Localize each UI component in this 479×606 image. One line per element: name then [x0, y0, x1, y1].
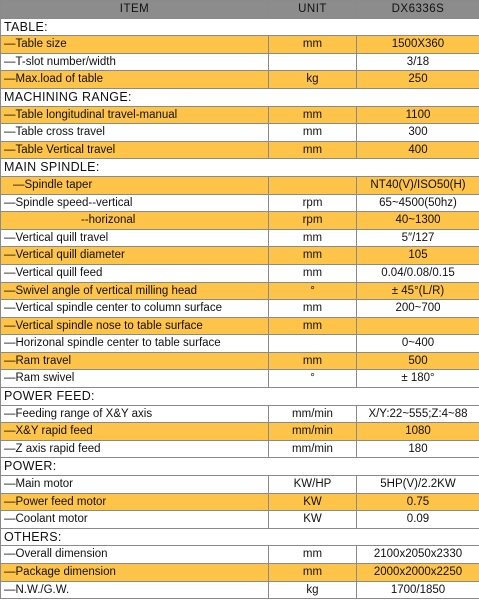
spec-unit: KW/HP	[269, 476, 357, 494]
table-row	[1, 335, 479, 353]
table-row	[1, 282, 479, 300]
spec-unit: mm	[269, 264, 357, 282]
table-row	[1, 440, 479, 458]
spec-item: —Overall dimension	[1, 546, 269, 564]
table-row	[1, 493, 479, 511]
spec-unit: kg	[269, 71, 357, 89]
spec-item: --horizonal	[1, 212, 269, 230]
spec-item: —N.W./G.W.	[1, 581, 269, 599]
spec-value: 2100x2050x2330	[357, 546, 479, 564]
spec-item: —Ram travel	[1, 352, 269, 370]
spec-unit: rpm	[269, 212, 357, 230]
spec-value: 5″/127	[357, 229, 479, 247]
spec-value: ± 45°(L/R)	[357, 282, 479, 300]
spec-item: —Table longitudinal travel-manual	[1, 106, 269, 124]
spec-item: —Vertical quill diameter	[1, 247, 269, 265]
header-item: ITEM	[1, 1, 269, 19]
spec-value: 500	[357, 352, 479, 370]
section-title: TABLE:	[1, 18, 479, 36]
spec-item: —Table cross travel	[1, 124, 269, 142]
spec-unit: mm/min	[269, 440, 357, 458]
spec-value: 1100	[357, 106, 479, 124]
spec-value	[357, 317, 479, 335]
spec-item: —Table Vertical travel	[1, 141, 269, 159]
spec-unit: mm	[269, 352, 357, 370]
spec-unit: mm/min	[269, 423, 357, 441]
spec-value: 0.04/0.08/0.15	[357, 264, 479, 282]
spec-unit: mm	[269, 546, 357, 564]
table-row	[1, 370, 479, 388]
section-row	[1, 528, 479, 546]
spec-item: —Horizonal spindle center to table surface	[1, 335, 269, 353]
spec-unit: KW	[269, 493, 357, 511]
section-title: POWER FEED:	[1, 388, 479, 406]
table-row	[1, 264, 479, 282]
spec-item: —Table size	[1, 36, 269, 54]
spec-item: —Coolant motor	[1, 511, 269, 529]
spec-unit: °	[269, 370, 357, 388]
spec-value: 180	[357, 440, 479, 458]
spec-unit: mm	[269, 124, 357, 142]
spec-value: 0.09	[357, 511, 479, 529]
table-row	[1, 36, 479, 54]
table-row	[1, 405, 479, 423]
spec-item: —Ram swivel	[1, 370, 269, 388]
spec-item: —Main motor	[1, 476, 269, 494]
spec-item: —Z axis rapid feed	[1, 440, 269, 458]
table-row	[1, 247, 479, 265]
table-row	[1, 212, 479, 230]
spec-item: —Spindle taper	[1, 176, 269, 194]
spec-item: —Spindle speed--vertical	[1, 194, 269, 212]
spec-unit: kg	[269, 581, 357, 599]
table-body	[1, 18, 479, 599]
table-row	[1, 194, 479, 212]
spec-value: 250	[357, 71, 479, 89]
spec-item: —Vertical quill travel	[1, 229, 269, 247]
spec-unit: mm/min	[269, 405, 357, 423]
table-row	[1, 53, 479, 71]
table-row	[1, 511, 479, 529]
spec-value: 1500X360	[357, 36, 479, 54]
spec-value: 400	[357, 141, 479, 159]
section-row	[1, 159, 479, 177]
spec-value: 65~4500(50hz)	[357, 194, 479, 212]
spec-value: NT40(V)/ISO50(H)	[357, 176, 479, 194]
spec-item: —Max.load of table	[1, 71, 269, 89]
spec-unit: rpm	[269, 194, 357, 212]
spec-unit: mm	[269, 247, 357, 265]
spec-unit: mm	[269, 317, 357, 335]
spec-item: —Vertical spindle nose to table surface	[1, 317, 269, 335]
table-row	[1, 423, 479, 441]
spec-unit: KW	[269, 511, 357, 529]
spec-unit: mm	[269, 564, 357, 582]
spec-item: —Package dimension	[1, 564, 269, 582]
section-row	[1, 88, 479, 106]
section-row	[1, 458, 479, 476]
spec-unit	[269, 335, 357, 353]
spec-value: 200~700	[357, 300, 479, 318]
spec-item: —Feeding range of X&Y axis	[1, 405, 269, 423]
table-row	[1, 581, 479, 599]
spec-value: 0.75	[357, 493, 479, 511]
section-row	[1, 388, 479, 406]
table-row	[1, 176, 479, 194]
table-row	[1, 317, 479, 335]
table-row	[1, 229, 479, 247]
spec-value: 1700/1850	[357, 581, 479, 599]
spec-item: —T-slot number/width	[1, 53, 269, 71]
spec-value: X/Y:22~555;Z:4~88	[357, 405, 479, 423]
header-model: DX6336S	[357, 1, 479, 19]
spec-item: —X&Y rapid feed	[1, 423, 269, 441]
table-row	[1, 352, 479, 370]
spec-value: 5HP(V)/2.2KW	[357, 476, 479, 494]
section-title: MACHINING RANGE:	[1, 88, 479, 106]
spec-value: 2000x2000x2250	[357, 564, 479, 582]
header-unit: UNIT	[269, 1, 357, 19]
spec-unit: mm	[269, 300, 357, 318]
spec-value: 40~1300	[357, 212, 479, 230]
spec-value: ± 180°	[357, 370, 479, 388]
spec-unit	[269, 176, 357, 194]
spec-unit	[269, 53, 357, 71]
spec-unit: mm	[269, 36, 357, 54]
spec-item: —Power feed motor	[1, 493, 269, 511]
table-row	[1, 300, 479, 318]
spec-value: 0~400	[357, 335, 479, 353]
spec-unit: mm	[269, 229, 357, 247]
spec-item: —Vertical spindle center to column surface	[1, 300, 269, 318]
spec-item: —Vertical quill feed	[1, 264, 269, 282]
spec-value: 105	[357, 247, 479, 265]
section-title: MAIN SPINDLE:	[1, 159, 479, 177]
spec-unit: mm	[269, 141, 357, 159]
section-title: POWER:	[1, 458, 479, 476]
table-row	[1, 564, 479, 582]
spec-value: 1080	[357, 423, 479, 441]
table-row	[1, 141, 479, 159]
spec-unit: °	[269, 282, 357, 300]
table-row	[1, 476, 479, 494]
spec-value: 3/18	[357, 53, 479, 71]
table-row	[1, 124, 479, 142]
section-row	[1, 18, 479, 36]
spec-unit: mm	[269, 106, 357, 124]
table-row	[1, 71, 479, 89]
spec-value: 300	[357, 124, 479, 142]
section-title: OTHERS:	[1, 528, 479, 546]
table-header	[1, 1, 479, 19]
table-row	[1, 106, 479, 124]
table-row	[1, 546, 479, 564]
spec-item: —Swivel angle of vertical milling head	[1, 282, 269, 300]
